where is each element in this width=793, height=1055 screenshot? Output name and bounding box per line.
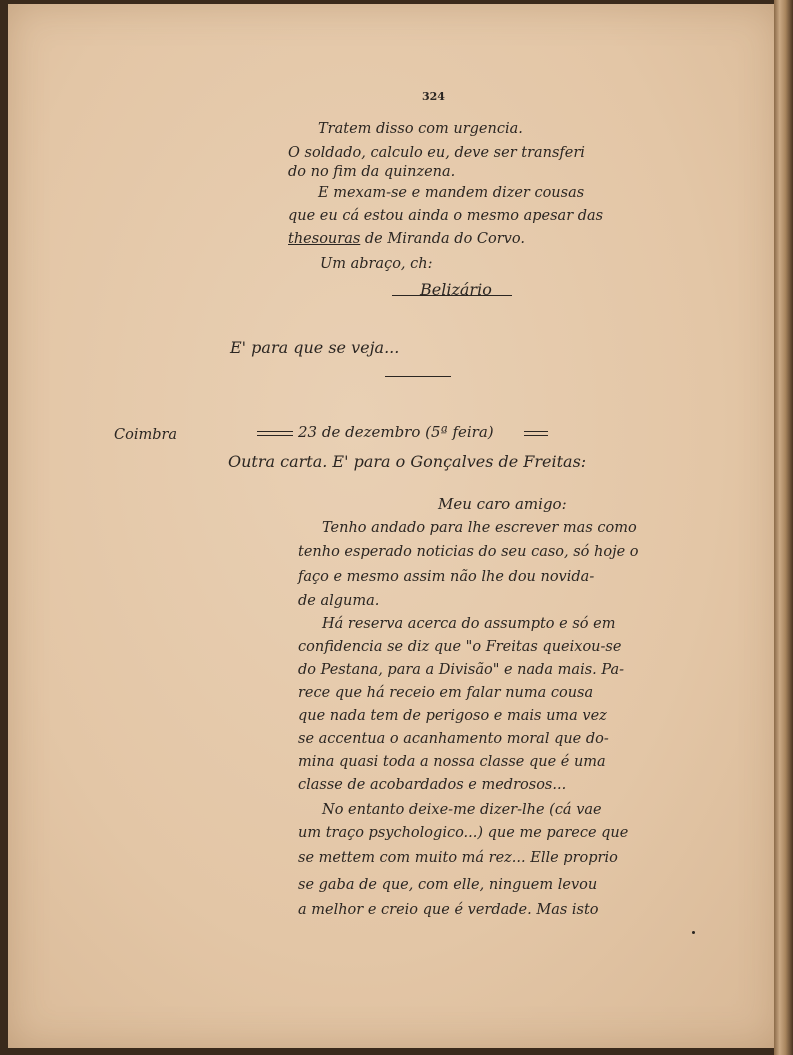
body-line: No entanto deixe-me dizer-lhe (cá vae [322, 802, 602, 818]
body-line: de alguma. [298, 593, 380, 609]
salutation: Meu caro amigo: [438, 495, 567, 513]
letter-line: que eu cá estou ainda o mesmo apesar das [288, 208, 604, 224]
letter-line: Tratem disso com urgencia. [318, 121, 523, 137]
body-line: se mettem com muito má rez... Elle proprio [298, 850, 618, 866]
page-number: 324 [422, 90, 445, 103]
signature-flourish [392, 295, 512, 296]
body-line: se gaba de que, com elle, ninguem levou [298, 877, 598, 893]
date-rule-right [524, 431, 548, 436]
entry-intro: Outra carta. E' para o Gonçalves de Freitas: [228, 452, 587, 471]
remark: E' para que se veja... [230, 338, 400, 357]
signature: Belizário [420, 280, 492, 299]
closing: Um abraço, ch: [320, 256, 433, 272]
letter-line-6 [288, 232, 525, 247]
body-line: mina quasi toda a nossa classe que é uma [298, 754, 606, 770]
body-line: do Pestana, para a Divisão" e nada mais. Pa- [298, 662, 625, 678]
section-divider [385, 376, 451, 377]
body-line: se accentua o acanhamento moral que do- [298, 731, 609, 747]
letter-line-tail: de Miranda do Corvo. [364, 231, 525, 247]
body-line: que nada tem de perigoso e mais uma vez [298, 708, 607, 724]
body-line: confidencia se diz que "o Freitas queixou-se [298, 639, 622, 655]
ink-dot [692, 931, 695, 934]
letter-line: do no fim da quinzena. [288, 164, 456, 180]
body-line: um traço psychologico...) que me parece que [298, 825, 629, 841]
body-line: faço e mesmo assim não lhe dou novida- [298, 569, 595, 585]
body-line: tenho esperado noticias do seu caso, só hoje o [298, 544, 639, 560]
letter-line: O soldado, calculo eu, deve ser transferi [288, 145, 585, 161]
body-line: Há reserva acerca do assumpto e só em [322, 616, 616, 632]
body-line: Tenho andado para lhe escrever mas como [322, 520, 637, 536]
letter-line: E mexam-se e mandem dizer cousas [318, 185, 585, 201]
place-name: Coimbra [114, 427, 178, 443]
date-rule-left [257, 431, 293, 436]
entry-date: 23 de dezembro (5ª feira) [298, 423, 494, 441]
page-edge [774, 0, 793, 1055]
body-line: a melhor e creio que é verdade. Mas isto [298, 902, 599, 918]
body-line: classe de acobardados e medrosos... [298, 777, 567, 793]
body-line: rece que há receio em falar numa cousa [298, 685, 594, 701]
underlined-word: thesouras [288, 231, 361, 247]
